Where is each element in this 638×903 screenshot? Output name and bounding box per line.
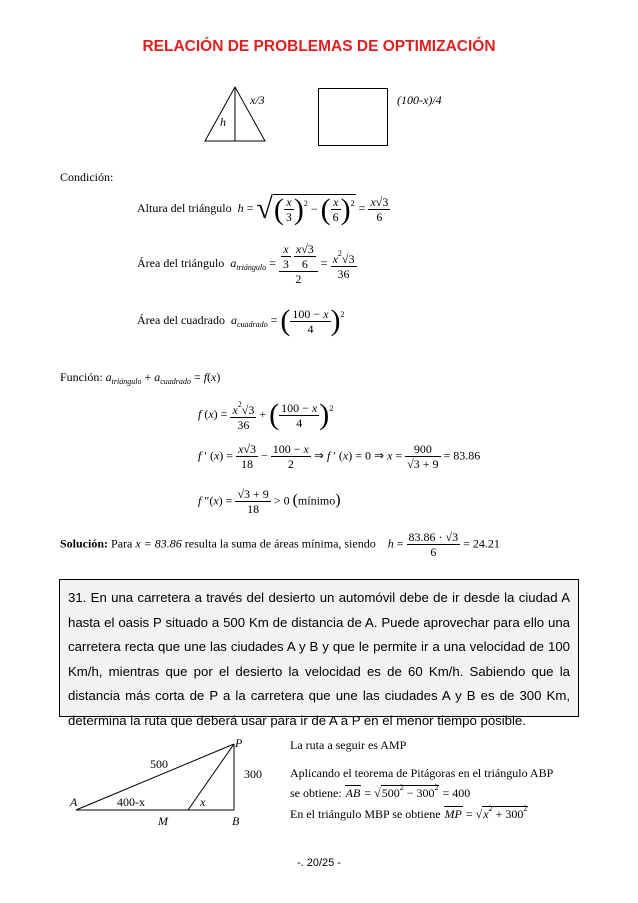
- f-formula: f (x) = $\frac{x^2√3}{36}$ + ( $\frac{100 - x}{4}$ )$^2$: [198, 398, 334, 432]
- altura-formula: Altura del triángulo h = √( $\frac{x}{3}$ )$^2$ − ( $\frac{x}{6}$ )$^2$ = $\frac{x√3}{6}$: [137, 192, 389, 226]
- solucion-label: Solución:: [60, 536, 109, 551]
- page-number: -. 20/25 -: [296, 857, 342, 869]
- f-second-formula: f ″(x) = $\frac{√3 + 9}{18}$ > 0 (mínimo): [198, 487, 341, 516]
- pitagoras-text: Aplicando el teorema de Pitágoras en el triángulo ABP: [290, 766, 554, 780]
- area-tri-label: Área del triángulo: [137, 255, 225, 270]
- triangle-side-label: x/3: [250, 93, 265, 107]
- label-400-x: 400-x: [117, 795, 145, 809]
- page-title: RELACIÓN DE PROBLEMAS DE OPTIMIZACIÓN: [142, 38, 496, 55]
- square-figure: [318, 88, 388, 146]
- label-A: A: [70, 795, 78, 809]
- label-P: P: [235, 736, 243, 750]
- square-side-label: (100-x)/4: [397, 93, 442, 107]
- ab-formula: se obtiene: AB = $√500^2 - 300^2 = 400$: [290, 783, 471, 800]
- label-300: 300: [244, 767, 262, 781]
- mp-formula: En el triángulo MBP se obtiene MP = $√x^2 + 300^2$: [290, 804, 528, 821]
- area-cuadrado-formula: Área del cuadrado $a_{cuadrado}$ = ( $\frac{100 - x}{4}$ )$^2$: [137, 304, 345, 337]
- solucion-line: Solución: Para x = 83.86 resulta la suma de áreas mínima, siendo h = $\frac{83.86 \cdot √3}{6}$ = 24.21: [60, 530, 500, 559]
- area-cuad-label: Área del cuadrado: [137, 312, 225, 327]
- condicion-label: Condición:: [60, 170, 114, 184]
- label-B: B: [232, 814, 240, 828]
- problem-text: 31. En una carretera a través del desierto un automóvil debe de ir desde la ciudad A hasta el oasis P situado a 500 Km de distancia de A. Puede aprovechar para ello una carretera recta que une las ciudades A y B y que le permite ir a una velocidad de 100 Km/h, mientras que por el desierto la velocidad es de 60 Km/h. Sabiendo que la distancia más corta de P a la carretera que une las ciudades A y B es de 300 Km, determina la ruta que deberá usar para ir de A a P en el menor tiempo posible.: [68, 590, 570, 728]
- altura-label: Altura del triángulo: [137, 200, 232, 215]
- label-M: M: [158, 814, 168, 828]
- label-500: 500: [150, 757, 168, 771]
- ruta-text: La ruta a seguir es AMP: [290, 738, 407, 752]
- funcion-label: Función:: [60, 370, 103, 384]
- minimo-label: mínimo: [297, 493, 336, 508]
- label-x: x: [200, 795, 206, 809]
- triangle-height-label: h: [220, 115, 226, 129]
- f-prime-formula: f ′ (x) = $\frac{x√3}{18}$ − $\frac{100 - x}{2}$ ⇒ f ′ (x) = 0 ⇒ x = $\frac{900}{√3 + 9}$ = 83.86: [198, 442, 481, 471]
- problem-box: [59, 579, 579, 728]
- area-triangulo-formula: Área del triángulo $a_{triángulo}$ = $\frac{x}{3}$ $\frac{x√3}{6}$ 2 = $\frac{x^2√3}{36}$: [137, 242, 355, 286]
- funcion-line: Función: $a_{triángulo} + a_{cuadrado} = f(x)$: [60, 370, 221, 386]
